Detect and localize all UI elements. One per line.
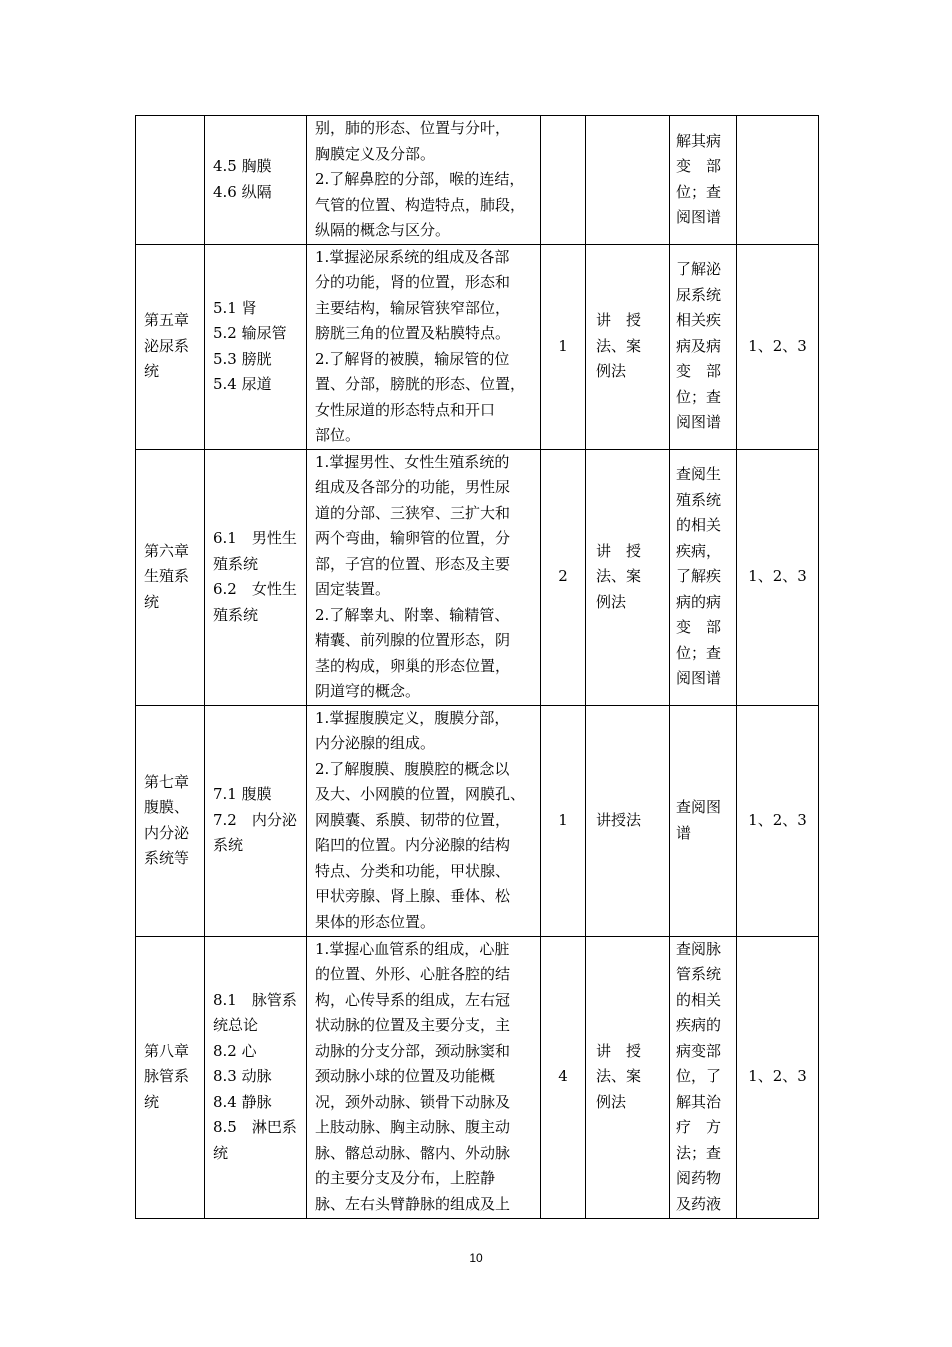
cell-line: 两个弯曲，输卵管的位置，分 bbox=[315, 529, 511, 547]
cell-line: 特点、分类和功能，甲状腺、 bbox=[315, 861, 511, 880]
cell-line: 2.了解腹膜、腹膜腔的概念以 bbox=[315, 759, 510, 778]
chapter-cell bbox=[136, 449, 205, 705]
requirements-cell bbox=[307, 244, 541, 449]
cell-line: 女性尿道的形态特点和开口 bbox=[315, 400, 496, 419]
cell-line: 动脉的分支分部，颈动脉窦和 bbox=[315, 1041, 511, 1060]
cell-line: 位；查 bbox=[676, 182, 722, 201]
assignment-cell bbox=[670, 936, 737, 1218]
page-number: 10 bbox=[469, 1251, 483, 1265]
cell-line: 5.4 尿道 bbox=[213, 375, 272, 393]
cell-line: 了解泌 bbox=[676, 260, 722, 279]
assignment-cell bbox=[670, 449, 737, 705]
cell-line: 精囊、前列腺的位置形态，阴 bbox=[315, 631, 511, 649]
assignment-cell bbox=[670, 116, 737, 245]
cell-line: 2.了解鼻腔的分部，喉的连结， bbox=[315, 170, 525, 188]
cell-line: 统 bbox=[213, 1143, 229, 1162]
cell-line: 状动脉的位置及主要分支，主 bbox=[315, 1016, 511, 1034]
cell-line: 气管的位置、构造特点，肺段， bbox=[315, 195, 526, 214]
cell-line: 变 部 bbox=[676, 362, 722, 381]
cell-line: 胸膜定义及分部。 bbox=[315, 144, 436, 163]
cell-line: 讲 授 bbox=[596, 1041, 642, 1060]
cell-line: 8.2 心 bbox=[213, 1041, 257, 1060]
cell-line: 7.2 内分泌 bbox=[213, 810, 297, 829]
cell-line: 5.3 膀胱 bbox=[213, 349, 272, 368]
cell-line: 第七章 bbox=[144, 772, 190, 791]
reference-cell: 1、2、3 bbox=[737, 705, 819, 936]
cell-line: 分的功能，肾的位置，形态和 bbox=[315, 273, 511, 291]
cell-line: 殖系统 bbox=[676, 490, 722, 509]
cell-line: 阅图谱 bbox=[676, 413, 722, 432]
cell-line: 脉、左右头臂静脉的组成及上 bbox=[315, 1194, 511, 1213]
cell-line: 法、案 bbox=[596, 567, 642, 586]
cell-line: 第五章 bbox=[144, 311, 190, 330]
cell-line: 阅图谱 bbox=[676, 208, 722, 227]
cell-line: 的主要分支及分布，上腔静 bbox=[315, 1169, 496, 1187]
cell-line: 殖系统 bbox=[213, 554, 259, 573]
cell-line: 例法 bbox=[596, 1092, 627, 1111]
cell-line: 及大、小网膜的位置，网膜孔、 bbox=[315, 785, 526, 804]
cell-line: 变 部 bbox=[676, 157, 722, 176]
cell-line: 讲授法 bbox=[596, 810, 642, 829]
cell-line: 法；查 bbox=[676, 1143, 722, 1162]
cell-line: 8.3 动脉 bbox=[213, 1067, 272, 1086]
cell-line: 查阅脉 bbox=[676, 939, 722, 958]
cell-line: 网膜囊、系膜、韧带的位置， bbox=[315, 810, 511, 829]
cell-line: 纵隔的概念与区分。 bbox=[315, 221, 451, 239]
cell-line: 疾病， bbox=[676, 541, 722, 560]
cell-line: 解其治 bbox=[676, 1092, 722, 1111]
cell-line: 殖系统 bbox=[213, 605, 259, 624]
cell-line: 果体的形态位置。 bbox=[315, 912, 436, 931]
cell-line: 查阅图 bbox=[676, 798, 722, 816]
chapter-cell bbox=[136, 116, 205, 245]
method-cell bbox=[586, 936, 670, 1218]
cell-line: 统 bbox=[144, 592, 160, 611]
cell-line: 了解疾 bbox=[676, 567, 722, 586]
cell-line: 第六章 bbox=[144, 541, 190, 560]
cell-line: 位；查 bbox=[676, 387, 722, 406]
cell-line: 阅图谱 bbox=[676, 669, 722, 688]
chapter-cell bbox=[136, 705, 205, 936]
chapter-cell bbox=[136, 936, 205, 1218]
cell-line: 例法 bbox=[596, 362, 627, 381]
cell-line: 内分泌 bbox=[144, 823, 190, 842]
cell-line: 4.6 纵隔 bbox=[213, 182, 272, 201]
cell-line: 第八章 bbox=[144, 1041, 190, 1060]
cell-line: 位；查 bbox=[676, 643, 722, 662]
cell-line: 1.掌握心血管系的组成，心脏 bbox=[315, 939, 510, 958]
cell-line: 8.4 静脉 bbox=[213, 1092, 272, 1111]
cell-line: 8.5 淋巴系 bbox=[213, 1118, 297, 1137]
cell-line: 统总论 bbox=[213, 1016, 259, 1035]
requirements-cell bbox=[307, 116, 541, 245]
hours-cell bbox=[541, 116, 586, 245]
cell-line: 讲 授 bbox=[596, 311, 642, 330]
cell-line: 脉、髂总动脉、髂内、外动脉 bbox=[315, 1143, 511, 1162]
cell-line: 病的病 bbox=[676, 592, 722, 611]
cell-line: 例法 bbox=[596, 592, 627, 611]
cell-line: 5.1 肾 bbox=[213, 298, 257, 317]
cell-line: 管系统 bbox=[676, 965, 722, 983]
cell-line: 腹膜、 bbox=[144, 798, 190, 816]
cell-line: 1.掌握腹膜定义，腹膜分部， bbox=[315, 708, 510, 727]
cell-line: 道的分部、三狭窄、三扩大和 bbox=[315, 503, 511, 522]
requirements-cell bbox=[307, 705, 541, 936]
cell-line: 解其病 bbox=[676, 131, 722, 150]
cell-line: 固定装置。 bbox=[315, 580, 391, 598]
sections-cell bbox=[205, 116, 307, 245]
cell-line: 疾病的 bbox=[676, 1016, 722, 1034]
assignment-cell bbox=[670, 244, 737, 449]
cell-line: 6.2 女性生 bbox=[213, 580, 297, 598]
cell-line: 6.1 男性生 bbox=[213, 529, 297, 547]
cell-line: 病及病 bbox=[676, 336, 722, 355]
cell-line: 1.掌握男性、女性生殖系统的 bbox=[315, 452, 510, 471]
reference-cell bbox=[737, 116, 819, 245]
cell-line: 上肢动脉、胸主动脉、腹主动 bbox=[315, 1118, 511, 1136]
sections-cell bbox=[205, 705, 307, 936]
reference-cell: 1、2、3 bbox=[737, 449, 819, 705]
requirements-cell bbox=[307, 449, 541, 705]
cell-line: 变 部 bbox=[676, 618, 722, 637]
cell-line: 陷凹的位置。内分泌腺的结构 bbox=[315, 836, 511, 855]
cell-line: 法、案 bbox=[596, 1067, 642, 1086]
cell-line: 泌尿系 bbox=[144, 336, 190, 355]
cell-line: 况，颈外动脉、锁骨下动脉及 bbox=[315, 1092, 511, 1111]
cell-line: 法、案 bbox=[596, 336, 642, 355]
table-row bbox=[136, 244, 819, 449]
cell-line: 生殖系 bbox=[144, 567, 190, 586]
cell-line: 脉管系 bbox=[144, 1067, 190, 1086]
cell-line: 膀胱三角的位置及粘膜特点。 bbox=[315, 324, 511, 342]
cell-line: 部位。 bbox=[315, 426, 361, 444]
sections-cell bbox=[205, 449, 307, 705]
cell-line: 1.掌握泌尿系统的组成及各部 bbox=[315, 247, 510, 266]
sections-cell bbox=[205, 936, 307, 1218]
cell-line: 及药液 bbox=[676, 1194, 722, 1213]
hours-cell: 1 bbox=[541, 244, 586, 449]
cell-line: 构，心传导系的组成，左右冠 bbox=[315, 990, 511, 1009]
hours-cell: 2 bbox=[541, 449, 586, 705]
cell-line: 的位置、外形、心脏各腔的结 bbox=[315, 965, 511, 983]
cell-line: 尿系统 bbox=[676, 285, 722, 304]
cell-line: 内分泌腺的组成。 bbox=[315, 734, 436, 753]
cell-line: 2.了解肾的被膜，输尿管的位 bbox=[315, 349, 510, 368]
syllabus-table bbox=[135, 115, 819, 1219]
cell-line: 系统等 bbox=[144, 849, 190, 867]
cell-line: 疗 方 bbox=[676, 1118, 722, 1136]
cell-line: 组成及各部分的功能，男性尿 bbox=[315, 478, 511, 496]
cell-line: 的相关 bbox=[676, 990, 722, 1009]
method-cell bbox=[586, 705, 670, 936]
cell-line: 2.了解睾丸、附睾、输精管、 bbox=[315, 605, 510, 624]
method-cell bbox=[586, 116, 670, 245]
cell-line: 5.2 输尿管 bbox=[213, 324, 287, 342]
cell-line: 查阅生 bbox=[676, 465, 722, 484]
table-row bbox=[136, 705, 819, 936]
cell-line: 位，了 bbox=[676, 1067, 722, 1085]
cell-line: 相关疾 bbox=[676, 311, 722, 330]
table-row bbox=[136, 449, 819, 705]
reference-cell: 1、2、3 bbox=[737, 244, 819, 449]
hours-cell: 4 bbox=[541, 936, 586, 1218]
cell-line: 系统 bbox=[213, 836, 244, 855]
cell-line: 7.1 腹膜 bbox=[213, 785, 272, 804]
cell-line: 谱 bbox=[676, 823, 692, 842]
cell-line: 的相关 bbox=[676, 516, 722, 535]
sections-cell bbox=[205, 244, 307, 449]
cell-line: 主要结构，输尿管狭窄部位， bbox=[315, 298, 511, 317]
chapter-cell bbox=[136, 244, 205, 449]
cell-line: 茎的构成，卵巢的形态位置， bbox=[315, 656, 511, 675]
table-row bbox=[136, 116, 819, 245]
cell-line: 甲状旁腺、肾上腺、垂体、松 bbox=[315, 887, 511, 906]
cell-line: 8.1 脉管系 bbox=[213, 990, 297, 1009]
cell-line: 讲 授 bbox=[596, 541, 642, 560]
cell-line: 阅药物 bbox=[676, 1169, 722, 1187]
method-cell bbox=[586, 449, 670, 705]
table-row bbox=[136, 936, 819, 1218]
cell-line: 阴道穹的概念。 bbox=[315, 682, 421, 700]
cell-line: 别，肺的形态、位置与分叶， bbox=[315, 119, 511, 137]
reference-cell: 1、2、3 bbox=[737, 936, 819, 1218]
cell-line: 部，子宫的位置、形态及主要 bbox=[315, 554, 511, 573]
hours-cell: 1 bbox=[541, 705, 586, 936]
cell-line: 统 bbox=[144, 1092, 160, 1111]
cell-line: 统 bbox=[144, 362, 160, 381]
cell-line: 颈动脉小球的位置及功能概 bbox=[315, 1067, 496, 1085]
method-cell bbox=[586, 244, 670, 449]
requirements-cell bbox=[307, 936, 541, 1218]
cell-line: 病变部 bbox=[676, 1041, 722, 1060]
assignment-cell bbox=[670, 705, 737, 936]
cell-line: 4.5 胸膜 bbox=[213, 157, 272, 176]
cell-line: 置、分部，膀胱的形态、位置， bbox=[315, 375, 526, 393]
